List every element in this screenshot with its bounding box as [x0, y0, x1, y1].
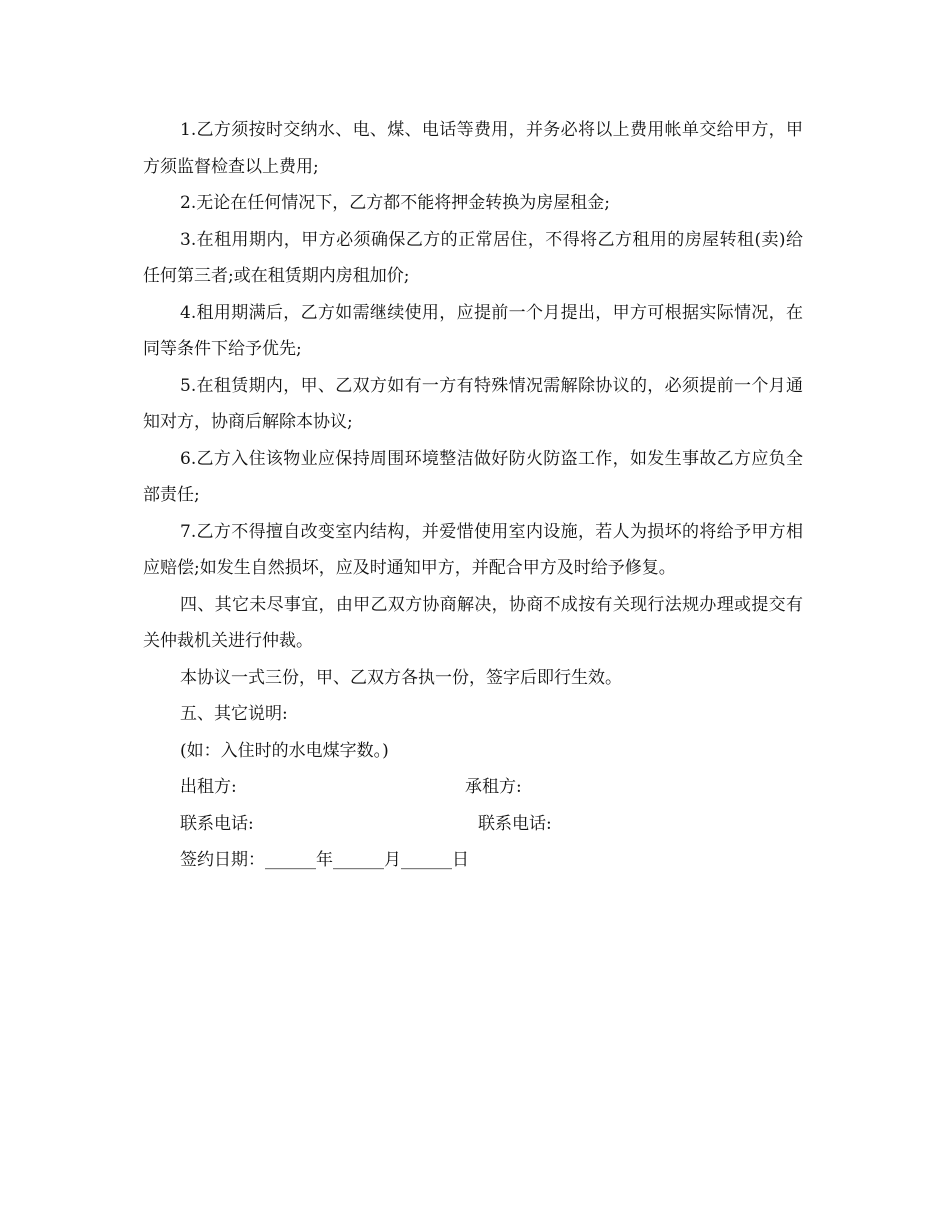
lessor-phone-label: 联系电话: [180, 813, 254, 834]
lessor-label: 出租方: [180, 777, 237, 797]
signing-date-line: 签约日期：______年______月______日 [180, 850, 469, 870]
signature-phone-row [143, 806, 803, 843]
clause-6: 6.乙方入住该物业应保持周围环境整洁做好防火防盗工作，如发生事故乙方应负全部责任; [143, 448, 803, 505]
clause-3: 3.在租用期内，甲方必须确保乙方的正常居住，不得将乙方租用的房屋转租(卖)给任何第三者;或在租赁期内房租加价; [143, 229, 803, 286]
copies-note: 本协议一式三份，甲、乙双方各执一份，签字后即行生效。 [180, 667, 622, 688]
clause-7: 7.乙方不得擅自改变室内结构，并爱惜使用室内设施，若人为损坏的将给予甲方相应赔偿;如发生自然损坏，应及时通知甲方，并配合甲方及时给予修复。 [143, 521, 803, 578]
clause-1: 1.乙方须按时交纳水、电、煤、电话等费用，并务必将以上费用帐单交给甲方，甲方须监督检查以上费用; [143, 120, 803, 177]
section-4-paragraph: 四、其它未尽事宜，由甲乙双方协商解决，协商不成按有关现行法规办理或提交有关仲裁机关进行仲裁。 [143, 594, 803, 651]
clause-4: 4.租用期满后，乙方如需继续使用，应提前一个月提出，甲方可根据实际情况，在同等条件下给予优先; [143, 302, 803, 359]
lessee-label: 承租方: [465, 777, 522, 797]
clause-5: 5.在租赁期内，甲、乙双方如有一方有特殊情况需解除协议的，必须提前一个月通知对方，协商后解除本协议; [143, 375, 803, 432]
section-5-title: 五、其它说明: [180, 704, 288, 724]
document-body [143, 112, 803, 879]
lessee-phone-label: 联系电话: [478, 813, 552, 834]
section-5-note: (如：入住时的水电煤字数。) [180, 740, 389, 761]
clause-2: 2.无论在任何情况下，乙方都不能将押金转换为房屋租金; [180, 193, 610, 213]
signature-parties-row [143, 769, 803, 806]
